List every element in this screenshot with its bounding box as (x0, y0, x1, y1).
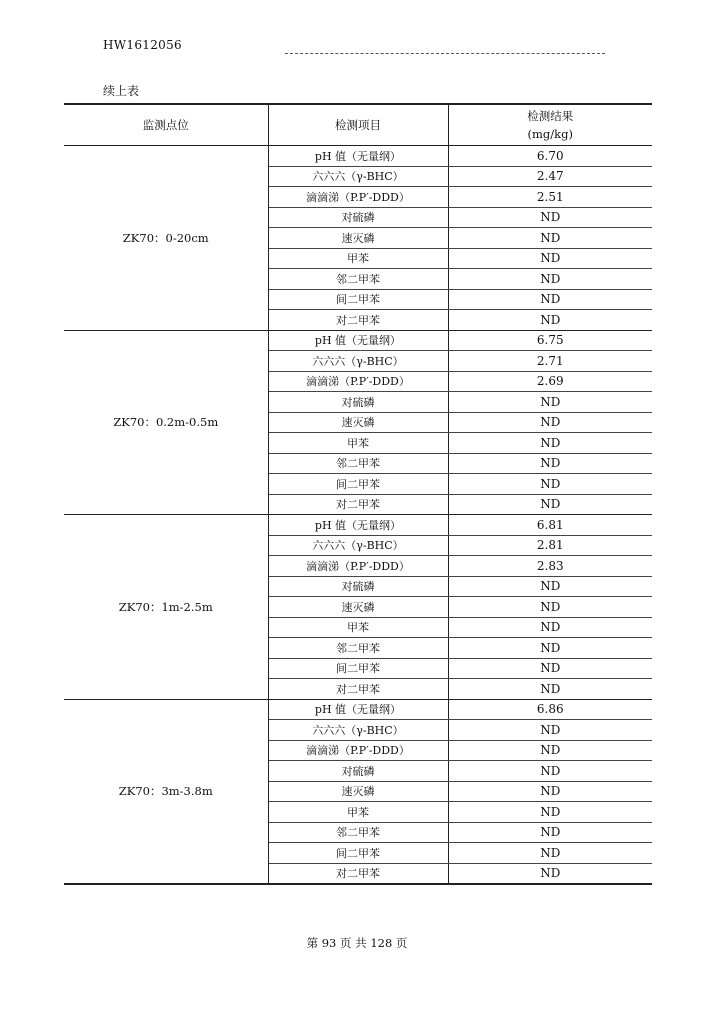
table-row (64, 146, 652, 167)
test-item-cell: pH 值（无量纲） (268, 699, 448, 720)
result-value-cell: ND (448, 269, 652, 290)
continued-label: 续上表 (103, 84, 140, 98)
header-site: 监测点位 (64, 104, 268, 146)
test-item-cell: 甲苯 (268, 802, 448, 823)
test-item-cell: 间二甲苯 (268, 474, 448, 495)
test-item-cell: 六六六（γ-BHC） (268, 166, 448, 187)
test-item-cell: 邻二甲苯 (268, 822, 448, 843)
result-value-cell: ND (448, 740, 652, 761)
result-value-cell: ND (448, 494, 652, 515)
table-row (64, 699, 652, 720)
result-value-cell: ND (448, 392, 652, 413)
result-value-cell: 2.71 (448, 351, 652, 372)
test-item-cell: 滴滴涕（P.P′-DDD） (268, 371, 448, 392)
test-item-cell: pH 值（无量纲） (268, 330, 448, 351)
test-item-cell: 甲苯 (268, 433, 448, 454)
site-cell: ZK70：3m-3.8m (64, 699, 268, 884)
test-item-cell: 六六六（γ-BHC） (268, 720, 448, 741)
result-value-cell: 6.75 (448, 330, 652, 351)
result-value-cell: 2.69 (448, 371, 652, 392)
result-value-cell: ND (448, 720, 652, 741)
header-result (448, 104, 652, 146)
result-value-cell: ND (448, 576, 652, 597)
result-value-cell: ND (448, 679, 652, 700)
result-value-cell: ND (448, 617, 652, 638)
site-cell: ZK70：0-20cm (64, 146, 268, 331)
result-value-cell: 6.86 (448, 699, 652, 720)
result-value-cell: 6.70 (448, 146, 652, 167)
test-item-cell: 间二甲苯 (268, 658, 448, 679)
test-item-cell: 对硫磷 (268, 392, 448, 413)
result-value-cell: ND (448, 638, 652, 659)
result-value-cell: ND (448, 207, 652, 228)
table-body (64, 146, 652, 885)
result-value-cell: ND (448, 289, 652, 310)
test-item-cell: 邻二甲苯 (268, 453, 448, 474)
test-item-cell: 对硫磷 (268, 207, 448, 228)
test-item-cell: 对二甲苯 (268, 679, 448, 700)
result-value-cell: ND (448, 658, 652, 679)
test-item-cell: 滴滴涕（P.P′-DDD） (268, 187, 448, 208)
result-value-cell: ND (448, 822, 652, 843)
result-value-cell: ND (448, 843, 652, 864)
test-item-cell: 速灭磷 (268, 781, 448, 802)
test-item-cell: 滴滴涕（P.P′-DDD） (268, 556, 448, 577)
result-value-cell: ND (448, 248, 652, 269)
result-value-cell: 2.83 (448, 556, 652, 577)
test-item-cell: 对二甲苯 (268, 494, 448, 515)
test-item-cell: 六六六（γ-BHC） (268, 351, 448, 372)
result-value-cell: ND (448, 433, 652, 454)
result-value-cell: ND (448, 474, 652, 495)
test-item-cell: 速灭磷 (268, 228, 448, 249)
result-value-cell: ND (448, 863, 652, 884)
result-value-cell: ND (448, 597, 652, 618)
site-cell: ZK70：1m-2.5m (64, 515, 268, 700)
header-result-unit: (mg/kg) (527, 127, 573, 141)
test-item-cell: 速灭磷 (268, 412, 448, 433)
result-value-cell: ND (448, 781, 652, 802)
results-table (64, 103, 652, 885)
result-value-cell: ND (448, 453, 652, 474)
test-item-cell: 速灭磷 (268, 597, 448, 618)
result-value-cell: 6.81 (448, 515, 652, 536)
result-value-cell: 2.47 (448, 166, 652, 187)
result-value-cell: ND (448, 412, 652, 433)
test-item-cell: pH 值（无量纲） (268, 146, 448, 167)
test-item-cell: 甲苯 (268, 617, 448, 638)
test-item-cell: 甲苯 (268, 248, 448, 269)
result-value-cell: 2.51 (448, 187, 652, 208)
result-value-cell: 2.81 (448, 535, 652, 556)
result-value-cell: ND (448, 802, 652, 823)
document-id: HW1612056 (103, 38, 182, 52)
test-item-cell: 对二甲苯 (268, 863, 448, 884)
header-rule (285, 53, 605, 54)
test-item-cell: pH 值（无量纲） (268, 515, 448, 536)
page-number: 第 93 页 共 128 页 (306, 936, 408, 950)
header-item: 检测项目 (268, 104, 448, 146)
test-item-cell: 对硫磷 (268, 576, 448, 597)
test-item-cell: 间二甲苯 (268, 843, 448, 864)
test-item-cell: 六六六（γ-BHC） (268, 535, 448, 556)
test-item-cell: 滴滴涕（P.P′-DDD） (268, 740, 448, 761)
test-item-cell: 对硫磷 (268, 761, 448, 782)
result-value-cell: ND (448, 310, 652, 331)
test-item-cell: 对二甲苯 (268, 310, 448, 331)
result-value-cell: ND (448, 228, 652, 249)
site-cell: ZK70：0.2m-0.5m (64, 330, 268, 515)
test-item-cell: 间二甲苯 (268, 289, 448, 310)
table-row (64, 330, 652, 351)
table-row (64, 515, 652, 536)
header-result-title: 检测结果 (527, 109, 574, 123)
table-header-row (64, 104, 652, 146)
test-item-cell: 邻二甲苯 (268, 269, 448, 290)
test-item-cell: 邻二甲苯 (268, 638, 448, 659)
result-value-cell: ND (448, 761, 652, 782)
